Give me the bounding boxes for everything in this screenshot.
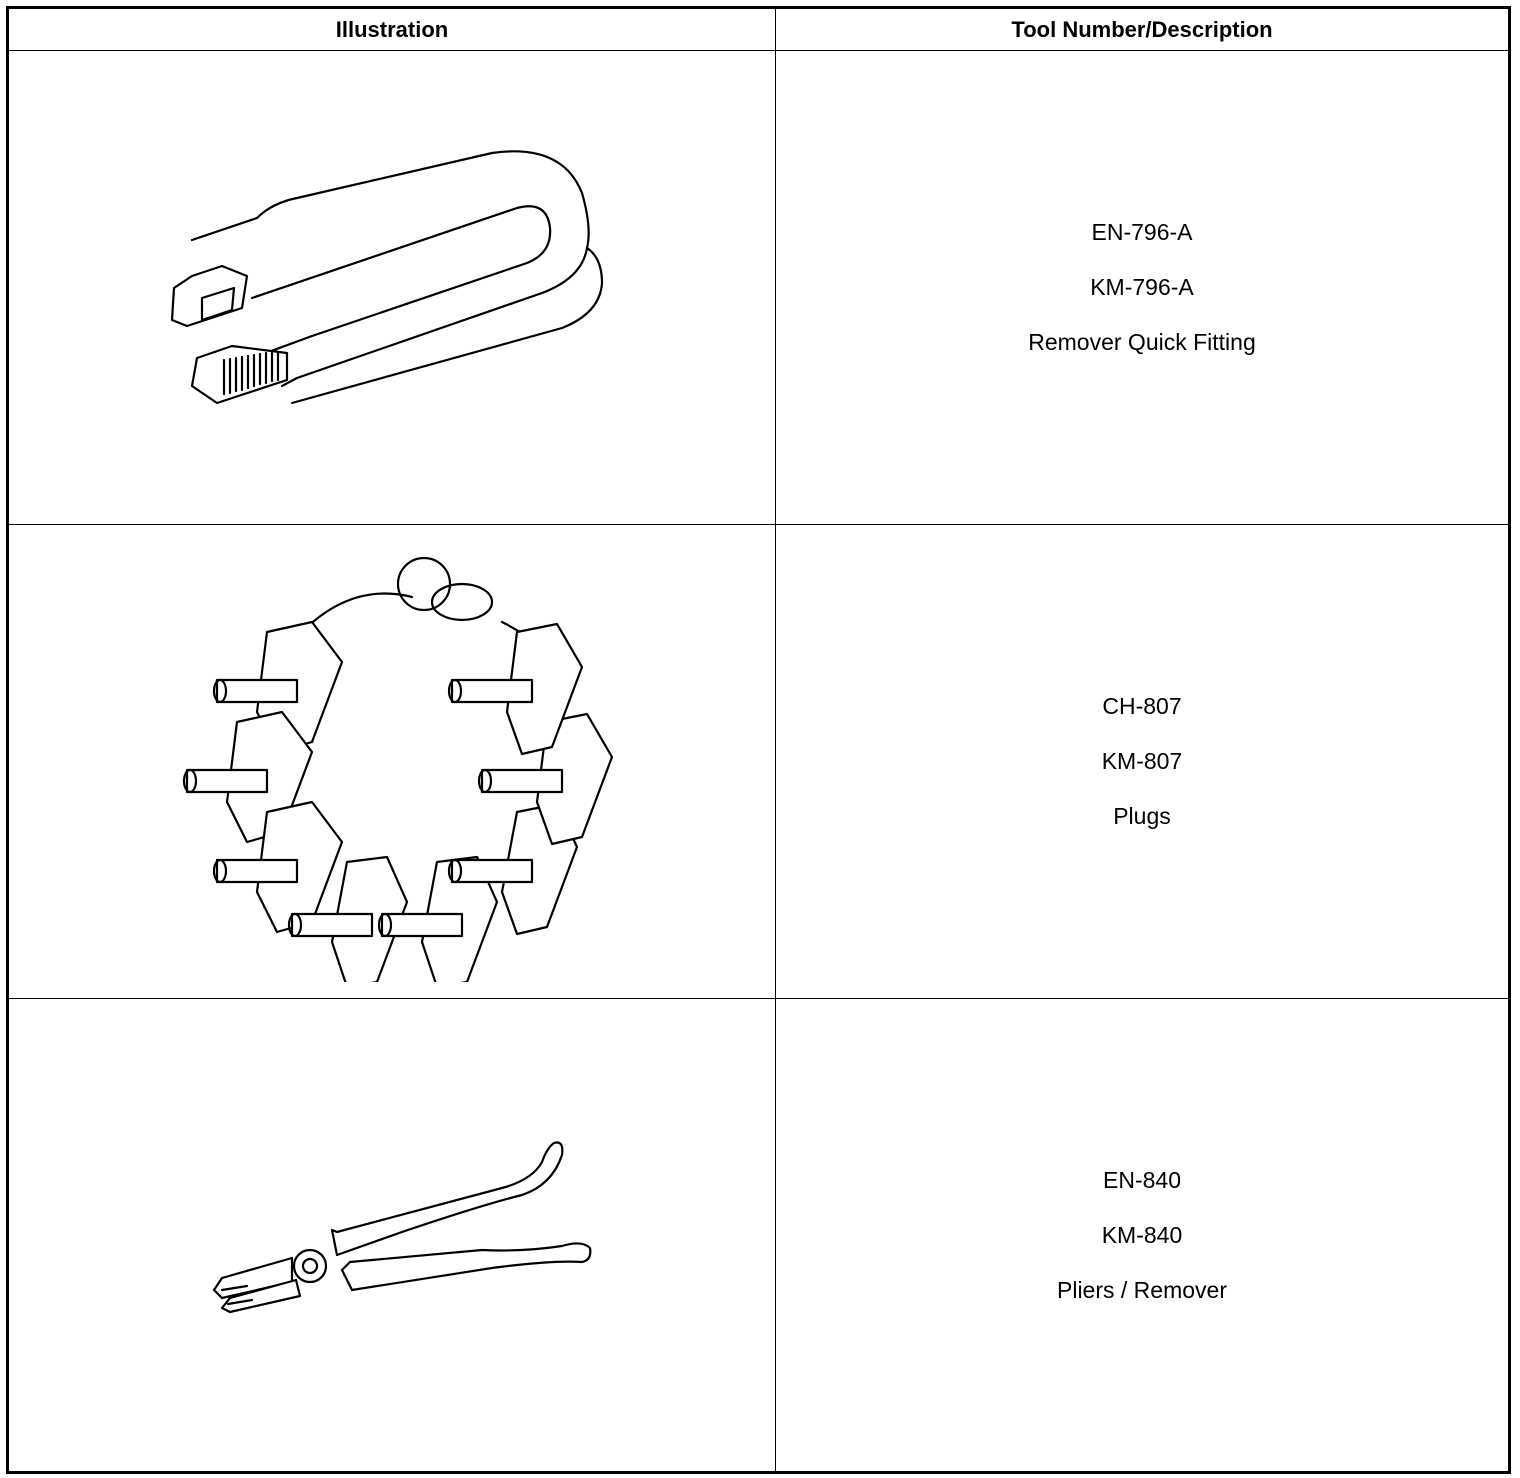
tool-description-cell [776, 525, 1510, 999]
plugs-ring-illustration [162, 542, 622, 982]
header-tool-description: Tool Number/Description [776, 8, 1510, 51]
tool-name: Remover Quick Fitting [1028, 329, 1256, 355]
header-illustration: Illustration [8, 8, 776, 51]
tool-description-cell [776, 51, 1510, 525]
special-tools-table [6, 6, 1511, 1474]
tool-description-cell [776, 999, 1510, 1473]
table-row [8, 999, 1510, 1473]
illustration-cell [8, 999, 776, 1473]
tool-number-primary: EN-796-A [1091, 219, 1193, 245]
pliers-remover-illustration [192, 1140, 592, 1330]
tool-name: Plugs [1113, 803, 1171, 829]
tool-name: Pliers / Remover [1057, 1276, 1227, 1303]
illustration-cell [8, 51, 776, 525]
table-row [8, 525, 1510, 999]
table-row [8, 51, 1510, 525]
header-row [8, 8, 1510, 51]
tool-number-secondary: KM-807 [1101, 748, 1183, 774]
tool-number-primary: CH-807 [1102, 693, 1182, 719]
tool-number-secondary: KM-840 [1101, 1221, 1183, 1248]
plug-icon [214, 802, 342, 932]
illustration-cell [8, 525, 776, 999]
quick-fitting-remover-illustration [162, 148, 622, 428]
tool-number-primary: EN-840 [1103, 1166, 1181, 1193]
tool-number-secondary: KM-796-A [1090, 274, 1194, 300]
